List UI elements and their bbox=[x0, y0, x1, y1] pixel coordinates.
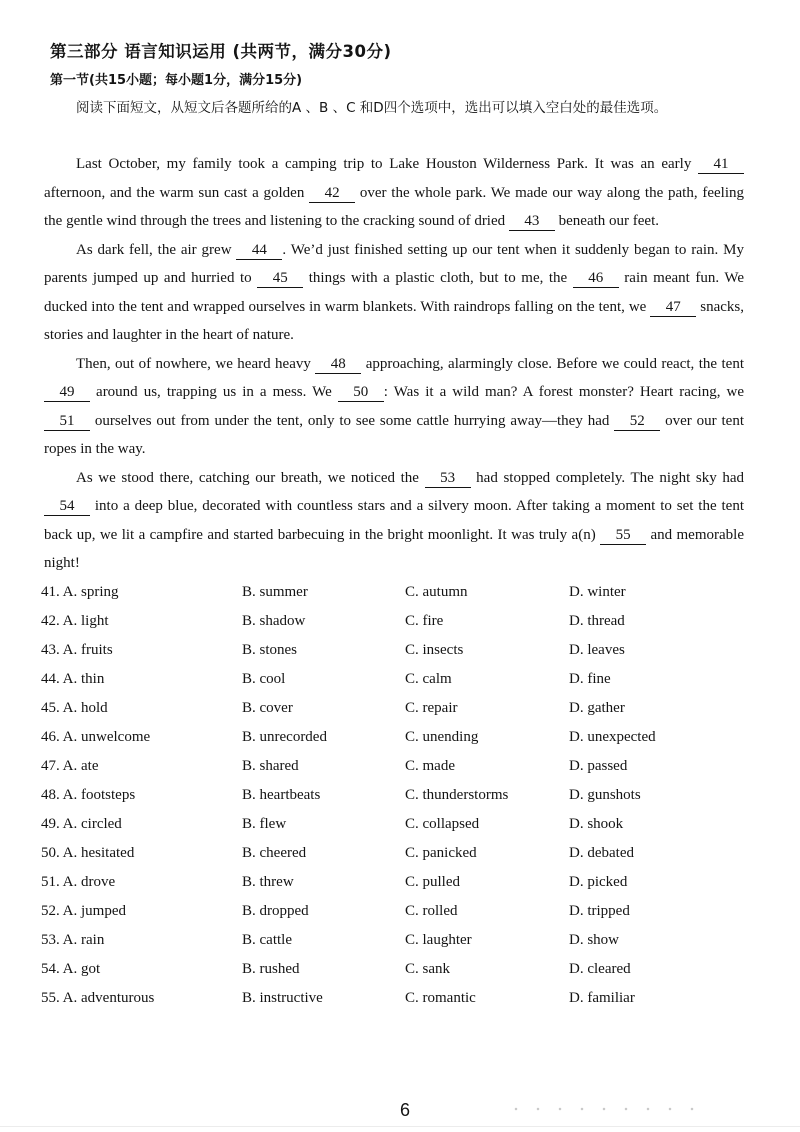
passage-text: beneath our feet. bbox=[554, 213, 660, 229]
option-a: 51. A. drove bbox=[41, 874, 116, 890]
option-a: 45. A. hold bbox=[41, 700, 108, 716]
question-row bbox=[41, 694, 761, 723]
option-c: C. collapsed bbox=[405, 816, 480, 832]
question-row bbox=[41, 984, 761, 1013]
option-b: B. cattle bbox=[242, 932, 292, 948]
footer-decoration bbox=[505, 1106, 705, 1112]
blank-50: 50 bbox=[338, 383, 384, 402]
option-b: B. instructive bbox=[242, 990, 323, 1006]
instruction-text: 阅读下面短文，从短文后各题所给的A 、B 、C 和D四个选项中，选出可以填入空白处的最佳选项。 bbox=[76, 100, 668, 116]
option-b: B. heartbeats bbox=[242, 787, 321, 803]
passage-text: and memorable night! bbox=[44, 526, 744, 571]
blank-47: 47 bbox=[650, 298, 696, 317]
option-b: B. cool bbox=[242, 671, 286, 687]
option-a: 48. A. footsteps bbox=[41, 787, 136, 803]
option-c: C. thunderstorms bbox=[405, 787, 509, 803]
option-d: D. cleared bbox=[569, 961, 631, 977]
option-c: C. calm bbox=[405, 671, 452, 687]
blank-53: 53 bbox=[425, 469, 471, 488]
option-a: 43. A. fruits bbox=[41, 642, 113, 658]
passage-text: approaching, alarmingly close. Before we could react, the tent bbox=[361, 355, 744, 372]
option-b: B. summer bbox=[242, 584, 308, 600]
question-row bbox=[41, 839, 761, 868]
question-row bbox=[41, 955, 761, 984]
passage-text: things with a plastic cloth, but to me, the bbox=[303, 270, 573, 286]
option-b: B. shadow bbox=[242, 613, 306, 629]
option-d: D. passed bbox=[569, 758, 628, 774]
question-row bbox=[41, 752, 761, 781]
option-d: D. unexpected bbox=[569, 729, 656, 745]
option-c: C. sank bbox=[405, 961, 450, 977]
page-edge-rule bbox=[0, 1126, 800, 1127]
blank-45: 45 bbox=[257, 269, 303, 288]
option-d: D. fine bbox=[569, 671, 611, 687]
question-row bbox=[41, 607, 761, 636]
question-row bbox=[41, 868, 761, 897]
option-c: C. pulled bbox=[405, 874, 460, 890]
option-d: D. tripped bbox=[569, 903, 630, 919]
blank-42: 42 bbox=[309, 184, 355, 203]
question-row bbox=[41, 897, 761, 926]
question-row bbox=[41, 926, 761, 955]
option-d: D. debated bbox=[569, 845, 634, 861]
passage-text: As we stood there, catching our breath, we noticed the bbox=[76, 469, 425, 486]
passage-text: . We’d just finished setting up our tent when it suddenly began to rain. My parents jumped up and hurried to bbox=[44, 241, 744, 286]
passage-paragraph bbox=[44, 350, 744, 464]
option-a: 52. A. jumped bbox=[41, 903, 126, 919]
blank-51: 51 bbox=[44, 412, 90, 431]
blank-54: 54 bbox=[44, 497, 90, 516]
question-row bbox=[41, 723, 761, 752]
passage-text: ourselves out from under the tent, only to see some cattle hurrying away—they had bbox=[90, 412, 615, 429]
option-c: C. romantic bbox=[405, 990, 476, 1006]
passage-text: afternoon, and the warm sun cast a golden bbox=[44, 184, 310, 201]
option-b: B. cover bbox=[242, 700, 293, 716]
option-d: D. picked bbox=[569, 874, 628, 890]
question-row bbox=[41, 578, 761, 607]
blank-48: 48 bbox=[315, 355, 361, 374]
blank-52: 52 bbox=[614, 412, 660, 431]
option-c: C. insects bbox=[405, 642, 464, 658]
subsection-title: 第一节(共15小题；每小题1分，满分15分) bbox=[50, 73, 303, 88]
option-b: B. dropped bbox=[242, 903, 309, 919]
blank-41: 41 bbox=[698, 155, 744, 174]
option-a: 44. A. thin bbox=[41, 671, 105, 687]
option-d: D. familiar bbox=[569, 990, 635, 1006]
section-title: 第三部分 语言知识运用 (共两节，满分30分) bbox=[50, 42, 392, 61]
option-a: 55. A. adventurous bbox=[41, 990, 155, 1006]
option-c: C. made bbox=[405, 758, 455, 774]
option-b: B. shared bbox=[242, 758, 299, 774]
passage-paragraph bbox=[44, 464, 744, 578]
option-d: D. thread bbox=[569, 613, 625, 629]
option-d: D. show bbox=[569, 932, 620, 948]
option-c: C. autumn bbox=[405, 584, 468, 600]
option-d: D. gather bbox=[569, 700, 625, 716]
question-row bbox=[41, 810, 761, 839]
blank-46: 46 bbox=[573, 269, 619, 288]
option-c: C. rolled bbox=[405, 903, 458, 919]
option-b: B. threw bbox=[242, 874, 294, 890]
cloze-passage bbox=[44, 150, 744, 578]
passage-text: into a deep blue, decorated with countless stars and a silvery moon. After taking a moment to set the tent back up, we lit a campfire and started barbecuing in the bright moonlight. It was truly a(n) bbox=[44, 498, 744, 543]
option-a: 50. A. hesitated bbox=[41, 845, 135, 861]
passage-text: over our tent ropes in the way. bbox=[44, 412, 744, 457]
passage-paragraph bbox=[44, 236, 744, 350]
passage-text: Then, out of nowhere, we heard heavy bbox=[76, 355, 316, 372]
blank-55: 55 bbox=[600, 526, 646, 545]
option-d: D. gunshots bbox=[569, 787, 641, 803]
passage-text: around us, trapping us in a mess. We bbox=[90, 384, 338, 400]
question-row bbox=[41, 636, 761, 665]
option-c: C. panicked bbox=[405, 845, 477, 861]
option-c: C. laughter bbox=[405, 932, 472, 948]
option-c: C. repair bbox=[405, 700, 458, 716]
option-d: D. shook bbox=[569, 816, 624, 832]
option-a: 47. A. ate bbox=[41, 758, 99, 774]
option-b: B. flew bbox=[242, 816, 287, 832]
option-b: B. unrecorded bbox=[242, 729, 327, 745]
blank-43: 43 bbox=[509, 212, 555, 231]
option-a: 42. A. light bbox=[41, 613, 109, 629]
passage-text: rain meant fun. We ducked into the tent and wrapped ourselves in warm blankets. With raindrops falling on the tent, we bbox=[44, 270, 744, 315]
answer-options bbox=[41, 578, 761, 1013]
option-b: B. rushed bbox=[242, 961, 300, 977]
option-a: 54. A. got bbox=[41, 961, 101, 977]
option-c: C. unending bbox=[405, 729, 479, 745]
passage-text: had stopped completely. The night sky had bbox=[470, 469, 744, 486]
passage-text: snacks, stories and laughter in the heart of nature. bbox=[44, 298, 744, 343]
passage-text: As dark fell, the air grew bbox=[76, 241, 237, 258]
option-a: 46. A. unwelcome bbox=[41, 729, 151, 745]
option-d: D. leaves bbox=[569, 642, 625, 658]
passage-text: : Was it a wild man? A forest monster? Heart racing, we bbox=[383, 384, 744, 400]
blank-44: 44 bbox=[236, 241, 282, 260]
blank-49: 49 bbox=[44, 383, 90, 402]
page-number: 6 bbox=[399, 1100, 410, 1120]
option-b: B. stones bbox=[242, 642, 298, 658]
option-b: B. cheered bbox=[242, 845, 307, 861]
passage-text: Last October, my family took a camping trip to Lake Houston Wilderness Park. It was an early bbox=[76, 156, 698, 172]
option-a: 49. A. circled bbox=[41, 816, 122, 832]
question-row bbox=[41, 781, 761, 810]
passage-text: over the whole park. We made our way along the path, feeling the gentle wind through the trees and listening to the cracking sound of dried bbox=[44, 184, 744, 229]
option-c: C. fire bbox=[405, 613, 444, 629]
question-row bbox=[41, 665, 761, 694]
option-a: 41. A. spring bbox=[41, 584, 119, 600]
passage-paragraph bbox=[44, 150, 744, 236]
option-d: D. winter bbox=[569, 584, 626, 600]
option-a: 53. A. rain bbox=[41, 932, 105, 948]
